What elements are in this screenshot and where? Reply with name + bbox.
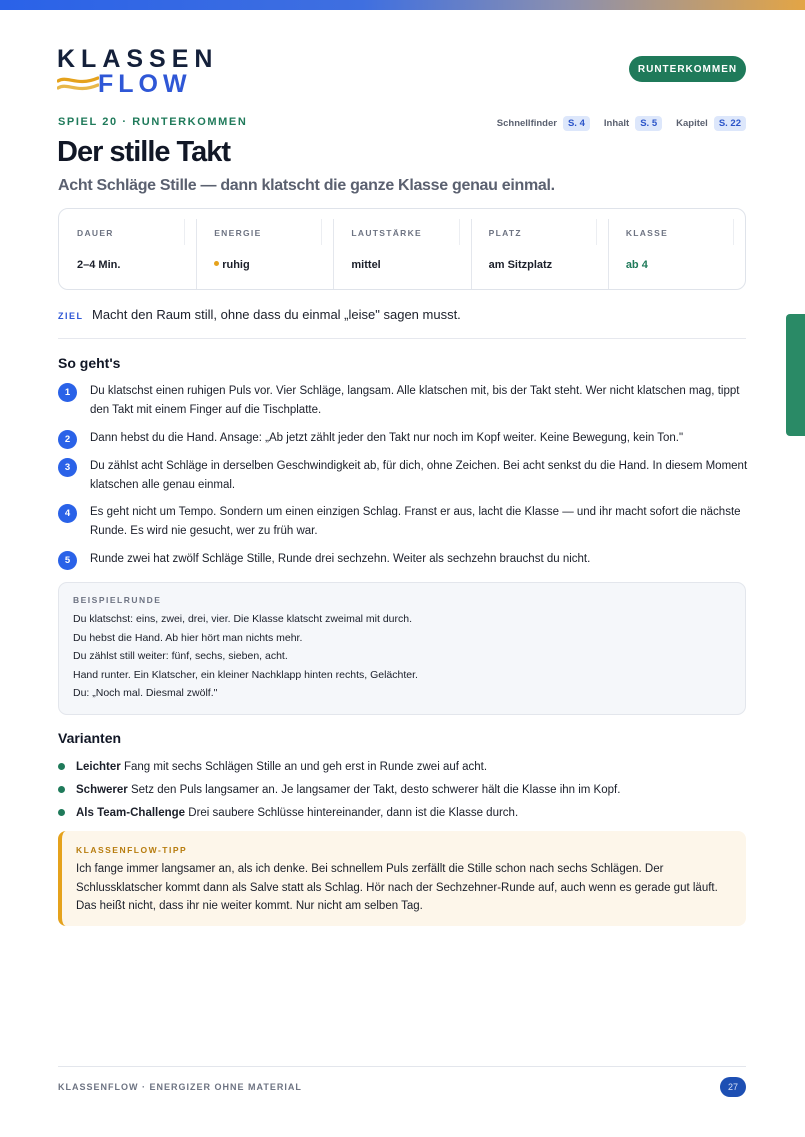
step-number-badge: 2 — [58, 430, 77, 449]
step-text: Runde zwei hat zwölf Schläge Stille, Runde drei sechzehn. Weiter als sechzehn brauchst du nicht. — [90, 553, 591, 565]
tip-text: Ich fange immer langsamer an, als ich denke. Bei schnellem Puls zerfällt die Stille schon nach sechs Schlägen. Der Schlussklatscher kommt dann als Salve statt als Schlag. Hör nach der Sechzehner-Runde auf, auch wenn es gerade gut läuft. Das heißt nicht, dass ihr nie weiter kommt. Nur nicht am selben Tag. — [76, 863, 718, 912]
waves-icon — [57, 73, 99, 93]
fact-energie — [196, 209, 333, 289]
step-text: Du zählst acht Schläge in derselben Geschwindigkeit ab, für dich, ohne Zeichen. Bei acht senkst du die Hand. In diesem Moment klatschen alle genau einmal. — [90, 460, 748, 491]
logo-word-flow: FLOW — [98, 70, 192, 98]
variant-description: Drei saubere Schlüsse hintereinander, dann ist die Klasse durch. — [188, 806, 519, 819]
variant-text — [76, 784, 620, 796]
variant-item — [58, 778, 746, 801]
fact-value: am Sitzplatz — [488, 259, 553, 271]
step-number-badge: 3 — [58, 458, 77, 477]
example-box — [58, 582, 746, 715]
example-line: Du: „Noch mal. Diesmal zwölf." — [73, 687, 218, 700]
step-number-badge: 1 — [58, 383, 77, 402]
klassenflow-logo — [57, 45, 219, 98]
footer-divider — [58, 1066, 746, 1067]
top-gradient-bar — [0, 0, 805, 10]
fact-value: 2–4 Min. — [77, 259, 121, 271]
fact-label: DAUER — [77, 228, 114, 238]
variant-item — [58, 755, 746, 778]
variant-text — [76, 761, 487, 773]
ref-label-schnellfinder: Schnellfinder — [496, 118, 557, 129]
tip-label: KLASSENFLOW-TIPP — [76, 845, 188, 855]
fact-platz — [471, 209, 608, 289]
fact-dauer — [59, 209, 196, 289]
steps-list — [58, 382, 748, 570]
variant-name: Schwerer — [76, 783, 128, 796]
example-label: BEISPIELRUNDE — [73, 595, 162, 605]
variant-name: Als Team-Challenge — [76, 806, 186, 819]
fact-value: mittel — [351, 259, 381, 271]
step-item — [58, 382, 748, 420]
fact-lautstaerke — [333, 209, 470, 289]
page-title: Der stille Takt — [57, 136, 231, 168]
example-line: Du hebst die Hand. Ab hier hört man nichts mehr. — [73, 631, 303, 644]
page-subtitle: Acht Schläge Stille — dann klatscht die ganze Klasse genau einmal. — [58, 177, 555, 194]
variant-text — [76, 807, 518, 819]
variants-list — [58, 755, 746, 824]
example-line: Du zählst still weiter: fünf, sechs, sieben, acht. — [73, 650, 288, 663]
fact-label: PLATZ — [488, 228, 522, 238]
bullet-dot-icon — [58, 809, 65, 816]
fact-value: ruhig — [222, 259, 250, 271]
step-number-badge: 5 — [58, 551, 77, 570]
step-item — [58, 429, 748, 449]
game-kicker: SPIEL 20 · RUNTERKOMMEN — [58, 116, 248, 128]
step-text: Dann hebst du die Hand. Ansage: „Ab jetzt zählt jeder den Takt nur noch im Kopf weiter. Keine Bewegung, kein Ton." — [90, 432, 684, 444]
goal-text: Macht den Raum still, ohne dass du einmal „leise" sagen musst. — [92, 307, 461, 322]
step-item — [58, 457, 748, 495]
bullet-dot-icon — [58, 763, 65, 770]
section-heading-howto: So geht's — [58, 355, 121, 371]
example-line: Du klatschst: eins, zwei, drei, vier. Die Klasse klatscht zweimal mit durch. — [73, 613, 413, 625]
fact-label: KLASSE — [625, 228, 669, 238]
tip-box — [58, 831, 746, 926]
ref-label-kapitel: Kapitel — [676, 118, 708, 129]
variant-description: Setz den Puls langsamer an. Je langsamer der Takt, desto schwerer hält die Klasse ihn im Kopf. — [130, 783, 621, 796]
energy-dot-icon — [214, 261, 219, 266]
variant-name: Leichter — [76, 760, 121, 773]
page-references — [489, 116, 746, 131]
footer-text: KLASSENFLOW · ENERGIZER OHNE MATERIAL — [58, 1082, 302, 1092]
step-item — [58, 550, 748, 570]
facts-panel — [58, 208, 746, 290]
ref-link-schnellfinder[interactable]: S. 4 — [563, 116, 590, 131]
bullet-dot-icon — [58, 786, 65, 793]
step-item — [58, 503, 748, 541]
chapter-side-tab[interactable] — [786, 314, 805, 436]
page-number-badge: 27 — [720, 1077, 746, 1097]
ref-link-inhalt[interactable]: S. 5 — [635, 116, 662, 131]
fact-klasse — [608, 209, 745, 289]
category-chip[interactable]: RUNTERKOMMEN — [629, 56, 746, 82]
fact-label: LAUTSTÄRKE — [351, 228, 423, 238]
fact-label: ENERGIE — [214, 228, 262, 238]
goal-label: ZIEL — [58, 311, 84, 321]
example-line: Hand runter. Ein Klatscher, ein kleiner Nachklapp hinten rechts, Gelächter. — [73, 668, 418, 681]
divider — [58, 338, 746, 339]
variant-item — [58, 801, 746, 824]
step-text: Es geht nicht um Tempo. Sondern um einen einzigen Schlag. Franst er aus, lacht die Klasse — und ihr macht sofort die nächste Runde. Es wird nie gesucht, wer zu früh war. — [90, 506, 741, 537]
section-heading-variants: Varianten — [58, 730, 122, 746]
fact-value-energie — [214, 259, 333, 271]
step-text: Du klatschst einen ruhigen Puls vor. Vier Schläge, langsam. Alle klatschen mit, bis der Takt steht. Wer nicht klatschen mag, tippt den Takt mit einem Finger auf die Tischplatte. — [90, 385, 740, 416]
variant-description: Fang mit sechs Schlägen Stille an und geh erst in Runde zwei auf acht. — [123, 760, 488, 773]
goal-row — [58, 307, 746, 322]
fact-value: ab 4 — [625, 259, 648, 271]
ref-label-inhalt: Inhalt — [603, 118, 630, 129]
logo-word-klassen: KLASSEN — [57, 45, 219, 73]
ref-link-kapitel[interactable]: S. 22 — [714, 116, 746, 131]
step-number-badge: 4 — [58, 504, 77, 523]
